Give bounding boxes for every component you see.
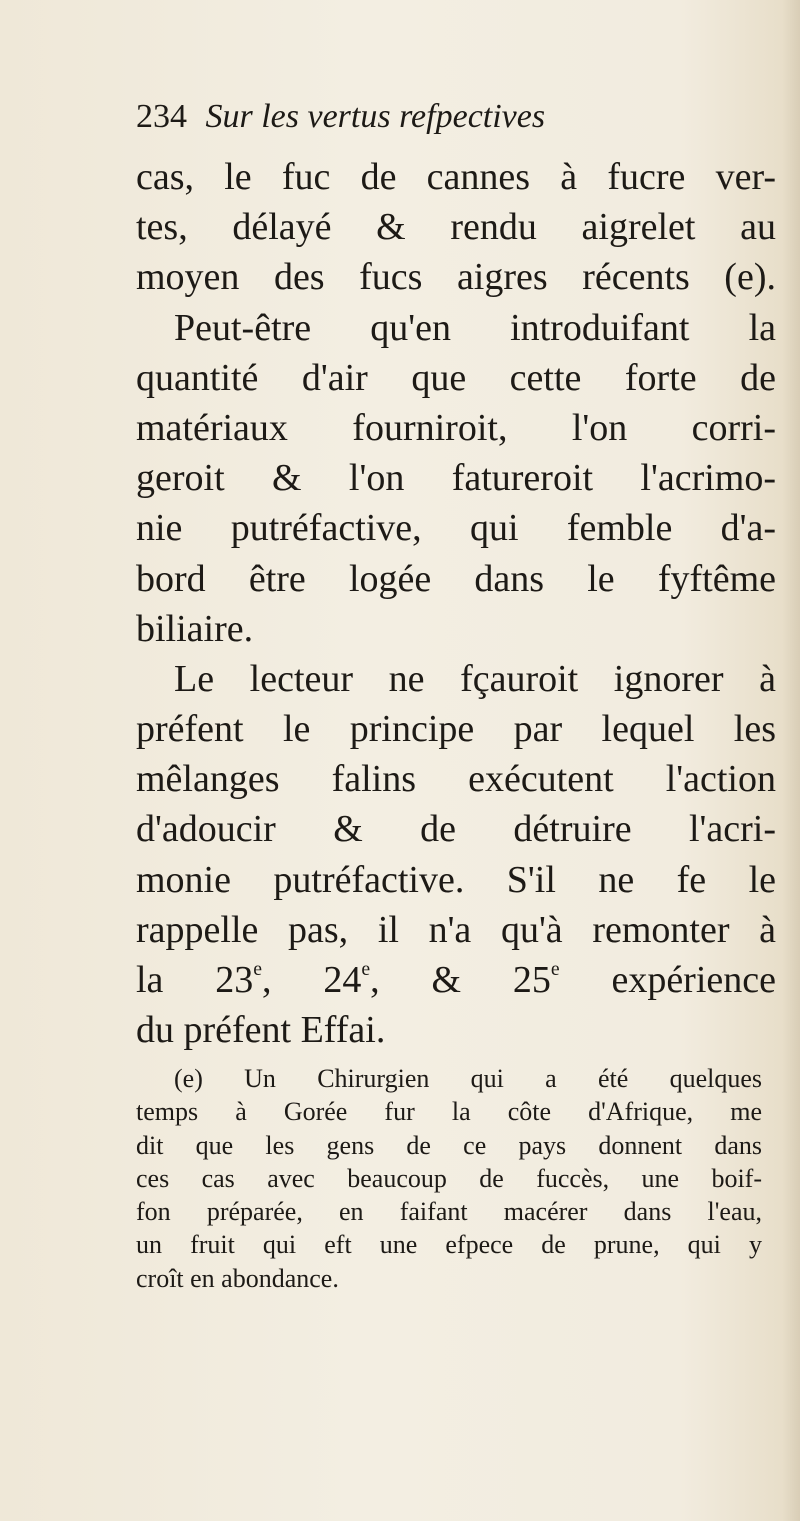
main-text xyxy=(136,152,776,1055)
text-line: la 23e, 24e, & 25e expérience xyxy=(136,958,776,1001)
footnote-line: fon préparée, en faifant macérer dans l'eau, xyxy=(136,1197,762,1227)
text-line: quantité d'air que cette forte de xyxy=(136,356,776,399)
footnote-line: un fruit qui eft une efpece de prune, qui y xyxy=(136,1230,762,1260)
footnote-line: dit que les gens de ce pays donnent dans xyxy=(136,1130,762,1160)
text-line: préfent le principe par lequel les xyxy=(136,708,776,751)
footnote-line: temps à Gorée fur la côte d'Afrique, me xyxy=(136,1097,762,1127)
text-line: d'adoucir & de détruire l'acri- xyxy=(136,808,776,851)
page-number: 234 xyxy=(136,98,187,135)
text-line: mêlanges falins exécutent l'action xyxy=(136,758,776,801)
text-line: matériaux fourniroit, l'on corri- xyxy=(136,406,776,449)
footnote-line: ces cas avec beaucoup de fuccès, une boif- xyxy=(136,1163,762,1193)
text-line: geroit & l'on fatureroit l'acrimo- xyxy=(136,457,776,500)
text-line: biliaire. xyxy=(136,607,254,650)
text-line: cas, le fuc de cannes à fucre ver- xyxy=(136,156,776,198)
footnote-line: (e) Un Chirurgien qui a été quelques xyxy=(174,1064,762,1093)
text-line: tes, délayé & rendu aigrelet au xyxy=(136,206,776,249)
text-line: monie putréfactive. S'il ne fe le xyxy=(136,858,776,901)
text-line: Peut-être qu'en introduifant la xyxy=(174,306,776,349)
page-edge-shadow xyxy=(782,0,800,1521)
footnote-line: croît en abondance. xyxy=(136,1263,339,1293)
text-line: du préfent Effai. xyxy=(136,1009,386,1052)
running-header xyxy=(136,98,736,142)
text-line: rappelle pas, il n'a qu'à remonter à xyxy=(136,908,776,951)
text-line: moyen des fucs aigres récents (e). xyxy=(136,256,776,299)
text-line: nie putréfactive, qui femble d'a- xyxy=(136,507,776,550)
text-line: Le lecteur ne fçauroit ignorer à xyxy=(174,657,776,700)
footnote xyxy=(136,1062,762,1295)
running-title: Sur les vertus refpectives xyxy=(205,98,546,135)
text-line: bord être logée dans le fyftême xyxy=(136,557,776,600)
